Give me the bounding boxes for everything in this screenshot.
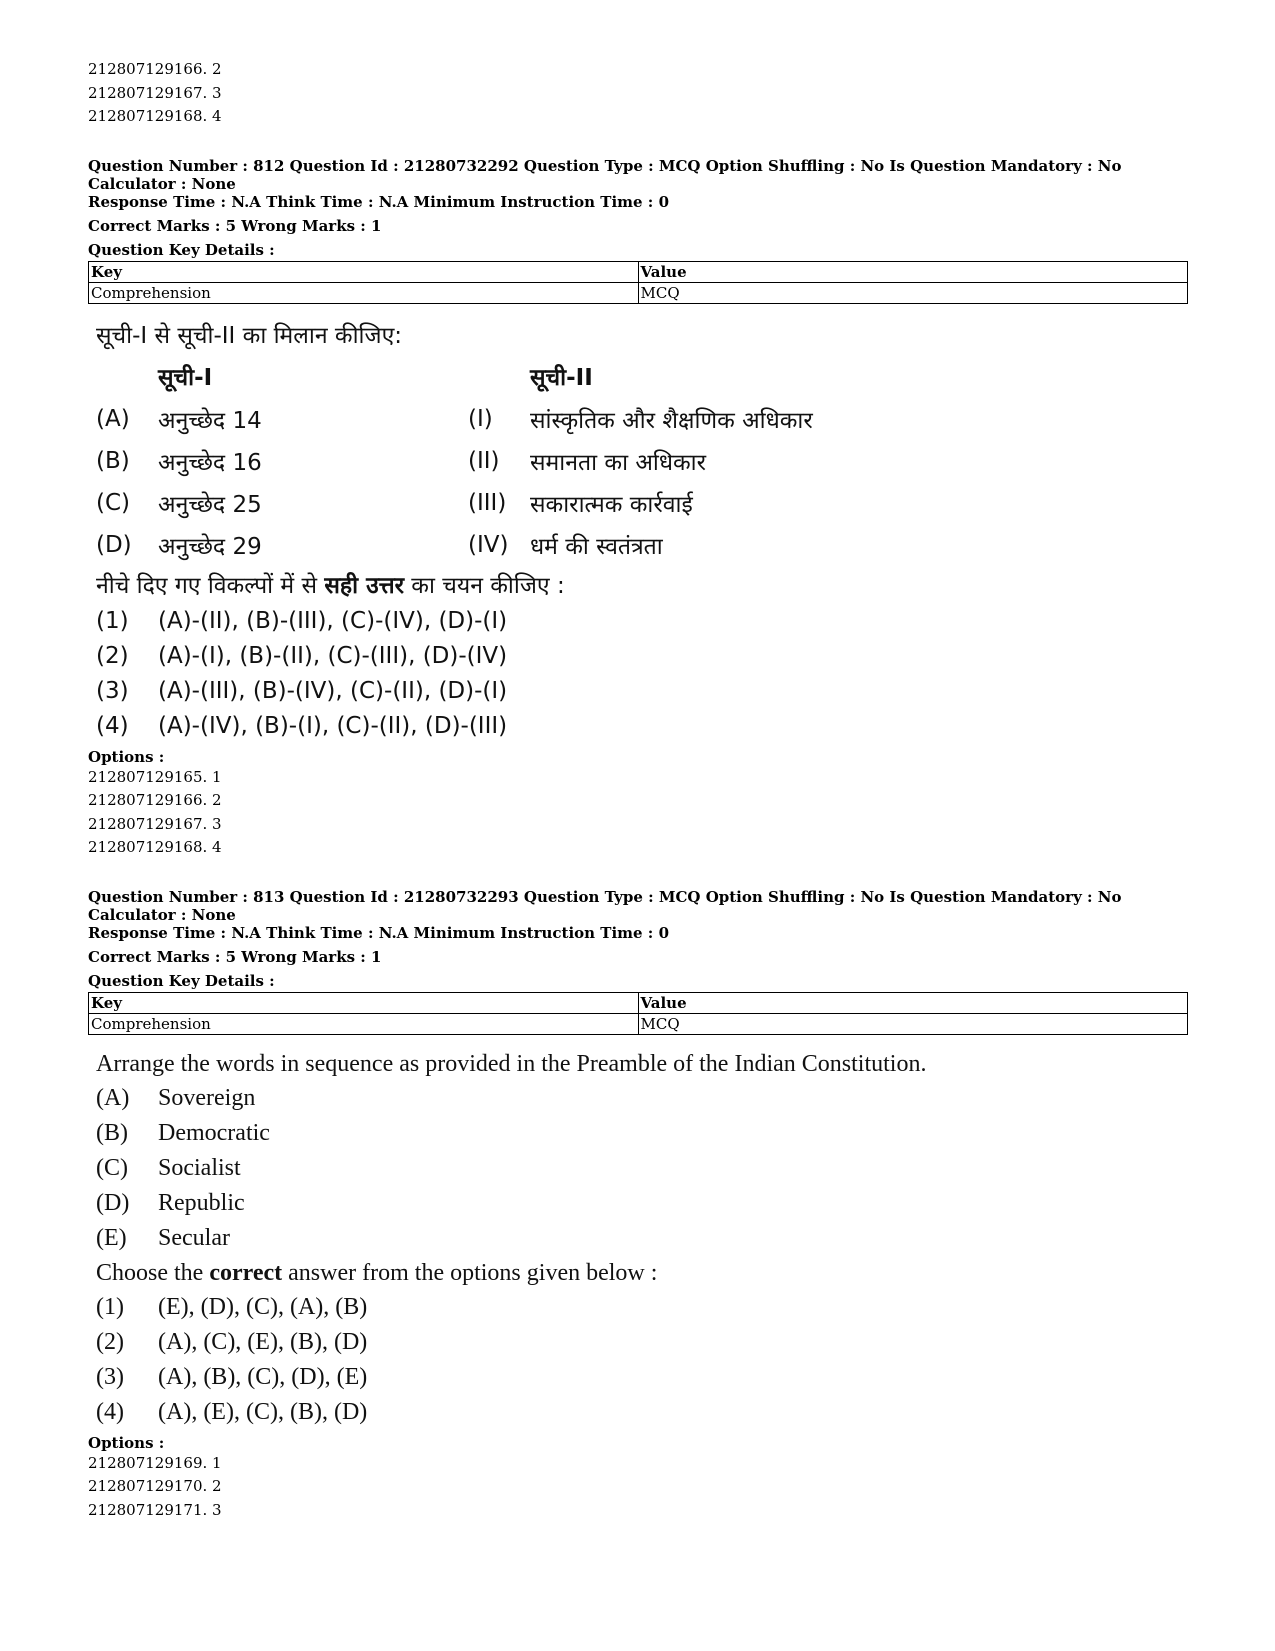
choice-text: (A), (B), (C), (D), (E) (158, 1363, 368, 1390)
instruction-bold: correct (209, 1259, 283, 1286)
instruction-line (88, 568, 1188, 604)
key-header: Key (89, 261, 639, 282)
option-line: 212807129166. 2 (88, 60, 222, 78)
instruction-pre: Choose the (96, 1259, 210, 1286)
answer-choice (88, 639, 1188, 674)
key-details-label: Question Key Details : (88, 240, 275, 259)
row-roman: (III) (468, 489, 507, 516)
instruction-line (88, 1256, 1188, 1290)
answer-choice (88, 1395, 1188, 1430)
match-row (88, 440, 1188, 482)
choice-text: (A), (E), (C), (B), (D) (158, 1398, 368, 1425)
options-list (88, 766, 1188, 860)
item-text: Republic (158, 1189, 245, 1216)
row-right: सांस्कृतिक और शैक्षणिक अधिकार (530, 407, 813, 434)
row-right: धर्म की स्वतंत्रता (530, 533, 663, 560)
options-label: Options : (88, 747, 165, 766)
metadata-line-2: Response Time : N.A Think Time : N.A Minimum Instruction Time : 0 (88, 192, 670, 211)
marks-line: Correct Marks : 5 Wrong Marks : 1 (88, 216, 382, 235)
match-row (88, 398, 1188, 440)
row-letter: (A) (96, 405, 130, 432)
row-roman: (IV) (468, 531, 509, 558)
choice-number: (2) (96, 643, 129, 669)
row-right: समानता का अधिकार (530, 449, 707, 476)
choice-number: (3) (96, 1363, 124, 1390)
item-text: Secular (158, 1224, 230, 1251)
choice-text: (E), (D), (C), (A), (B) (158, 1293, 368, 1320)
match-row (88, 524, 1188, 566)
option-line: 212807129170. 2 (88, 1477, 222, 1495)
answer-choice (88, 674, 1188, 709)
document-page (88, 58, 1188, 1522)
key-cell: Comprehension (89, 1013, 639, 1034)
choice-number: (4) (96, 713, 129, 739)
option-line: 212807129166. 2 (88, 791, 222, 809)
key-value-table (88, 261, 1188, 304)
sequence-item (88, 1186, 1188, 1221)
question-metadata (88, 157, 1188, 259)
list-2-header: सूची-II (530, 364, 593, 391)
value-cell: MCQ (638, 282, 1188, 303)
list-1-header: सूची-I (158, 364, 213, 391)
row-letter: (D) (96, 531, 132, 558)
row-left: अनुच्छेद 16 (158, 449, 262, 476)
instruction-post: का चयन कीजिए : (404, 572, 565, 599)
value-cell: MCQ (638, 1013, 1188, 1034)
option-line: 212807129168. 4 (88, 107, 222, 125)
item-letter: (C) (96, 1154, 128, 1181)
row-left: अनुच्छेद 25 (158, 491, 262, 518)
option-line: 212807129171. 3 (88, 1500, 222, 1519)
sequence-item (88, 1221, 1188, 1256)
previous-options-list (88, 58, 1188, 129)
row-letter: (C) (96, 489, 131, 516)
question-title: Arrange the words in sequence as provided in the Preamble of the Indian Constitution. (96, 1050, 927, 1077)
metadata-line-2: Response Time : N.A Think Time : N.A Minimum Instruction Time : 0 (88, 923, 670, 942)
choice-text: (A)-(I), (B)-(II), (C)-(III), (D)-(IV) (158, 643, 508, 669)
row-roman: (I) (468, 405, 493, 432)
metadata-line-1: Question Number : 813 Question Id : 21280732293 Question Type : MCQ Option Shuffling : No Is Question Mandatory : No Calculator : None (88, 887, 1122, 924)
option-line: 212807129168. 4 (88, 838, 222, 856)
question-metadata (88, 888, 1188, 990)
row-letter: (B) (96, 447, 130, 474)
instruction-post: answer from the options given below : (282, 1259, 658, 1286)
match-row (88, 482, 1188, 524)
key-value-table (88, 992, 1188, 1035)
item-text: Sovereign (158, 1084, 256, 1111)
row-left: अनुच्छेद 29 (158, 533, 262, 560)
sequence-item (88, 1116, 1188, 1151)
item-letter: (D) (96, 1189, 130, 1216)
row-roman: (II) (468, 447, 500, 474)
key-details-label: Question Key Details : (88, 971, 275, 990)
question-body (88, 1047, 1188, 1430)
item-letter: (A) (96, 1084, 130, 1111)
item-text: Socialist (158, 1154, 241, 1181)
list-headers (88, 354, 1188, 398)
row-left: अनुच्छेद 14 (158, 407, 262, 434)
question-body (88, 318, 1188, 744)
instruction-pre: नीचे दिए गए विकल्पों में से (96, 572, 325, 599)
option-line: 212807129165. 1 (88, 767, 222, 786)
choice-number: (2) (96, 1328, 124, 1355)
row-right: सकारात्मक कार्रवाई (530, 491, 693, 518)
answer-choice (88, 604, 1188, 639)
choice-number: (3) (96, 678, 129, 704)
item-text: Democratic (158, 1119, 270, 1146)
instruction-bold: सही उत्तर (324, 572, 404, 599)
answer-choice (88, 1360, 1188, 1395)
marks-line: Correct Marks : 5 Wrong Marks : 1 (88, 947, 382, 966)
sequence-item (88, 1081, 1188, 1116)
answer-choice (88, 1290, 1188, 1325)
value-header: Value (638, 261, 1188, 282)
question-812 (88, 157, 1188, 860)
choice-text: (A), (C), (E), (B), (D) (158, 1328, 368, 1355)
options-label: Options : (88, 1433, 165, 1452)
option-line: 212807129167. 3 (88, 814, 222, 833)
answer-choice (88, 709, 1188, 744)
options-list (88, 1452, 1188, 1523)
item-letter: (B) (96, 1119, 128, 1146)
value-header: Value (638, 992, 1188, 1013)
option-line: 212807129169. 1 (88, 1453, 222, 1472)
question-title: सूची-I से सूची-II का मिलान कीजिए: (96, 322, 403, 349)
answer-choice (88, 1325, 1188, 1360)
choice-text: (A)-(III), (B)-(IV), (C)-(II), (D)-(I) (158, 678, 508, 704)
sequence-item (88, 1151, 1188, 1186)
choice-number: (1) (96, 1293, 124, 1320)
key-header: Key (89, 992, 639, 1013)
choice-number: (1) (96, 608, 129, 634)
choice-text: (A)-(II), (B)-(III), (C)-(IV), (D)-(I) (158, 608, 508, 634)
choice-number: (4) (96, 1398, 124, 1425)
key-cell: Comprehension (89, 282, 639, 303)
choice-text: (A)-(IV), (B)-(I), (C)-(II), (D)-(III) (158, 713, 508, 739)
item-letter: (E) (96, 1224, 127, 1251)
metadata-line-1: Question Number : 812 Question Id : 21280732292 Question Type : MCQ Option Shuffling : No Is Question Mandatory : No Calculator : None (88, 156, 1122, 193)
question-813 (88, 888, 1188, 1523)
option-line: 212807129167. 3 (88, 83, 222, 102)
